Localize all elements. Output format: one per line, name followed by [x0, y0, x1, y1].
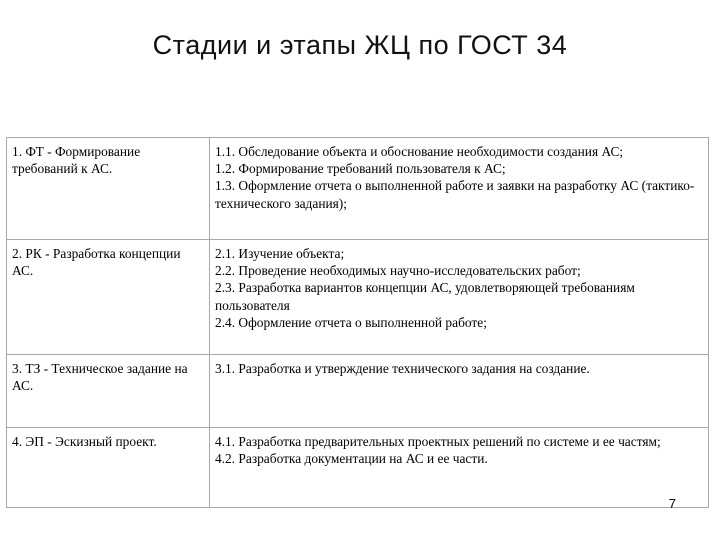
step-item: 1.1. Обследование объекта и обоснование необходимости создания АС; [215, 144, 624, 159]
step-item: 2.4. Оформление отчета о выполненной работе; [215, 314, 487, 330]
table-row [7, 138, 709, 240]
slide-title: Стадии и этапы ЖЦ по ГОСТ 34 [152, 30, 568, 60]
steps-cell [210, 428, 709, 508]
step-item: 4.1. Разработка предварительных проектных решений по системе и ее частям; [215, 434, 661, 449]
step-item: 4.2. Разработка документации на АС и ее части. [215, 451, 488, 467]
step-item: 2.3. Разработка вариантов концепции АС, удовлетворяющей требованиям пользователя [215, 280, 635, 313]
table-row [7, 428, 709, 508]
table-row [7, 240, 709, 355]
step-item: 3.1. Разработка и утверждение технического задания на создание. [215, 361, 590, 376]
stage-label: 1. ФТ - Формирование требований к АС. [12, 144, 141, 177]
stage-cell [7, 240, 210, 355]
stage-cell [7, 355, 210, 428]
table-row [7, 355, 709, 428]
step-item: 1.3. Оформление отчета о выполненной работе и заявки на разработку АС (тактико-технического задания); [215, 178, 695, 211]
step-item: 2.2. Проведение необходимых научно-исследовательских работ; [215, 263, 581, 279]
stage-cell [7, 428, 210, 508]
stage-label: 2. РК - Разработка концепции АС. [12, 246, 181, 279]
step-item: 2.1. Изучение объекта; [215, 246, 345, 261]
step-item: 1.2. Формирование требований пользователя к АС; [215, 161, 506, 177]
stage-label: 3. ТЗ - Техническое задание на АС. [12, 361, 188, 394]
steps-cell [210, 138, 709, 240]
page-number: 7 [668, 496, 676, 511]
stage-cell [7, 138, 210, 240]
steps-cell [210, 355, 709, 428]
stage-label: 4. ЭП - Эскизный проект. [12, 434, 157, 449]
stages-table [6, 137, 709, 508]
steps-cell [210, 240, 709, 355]
